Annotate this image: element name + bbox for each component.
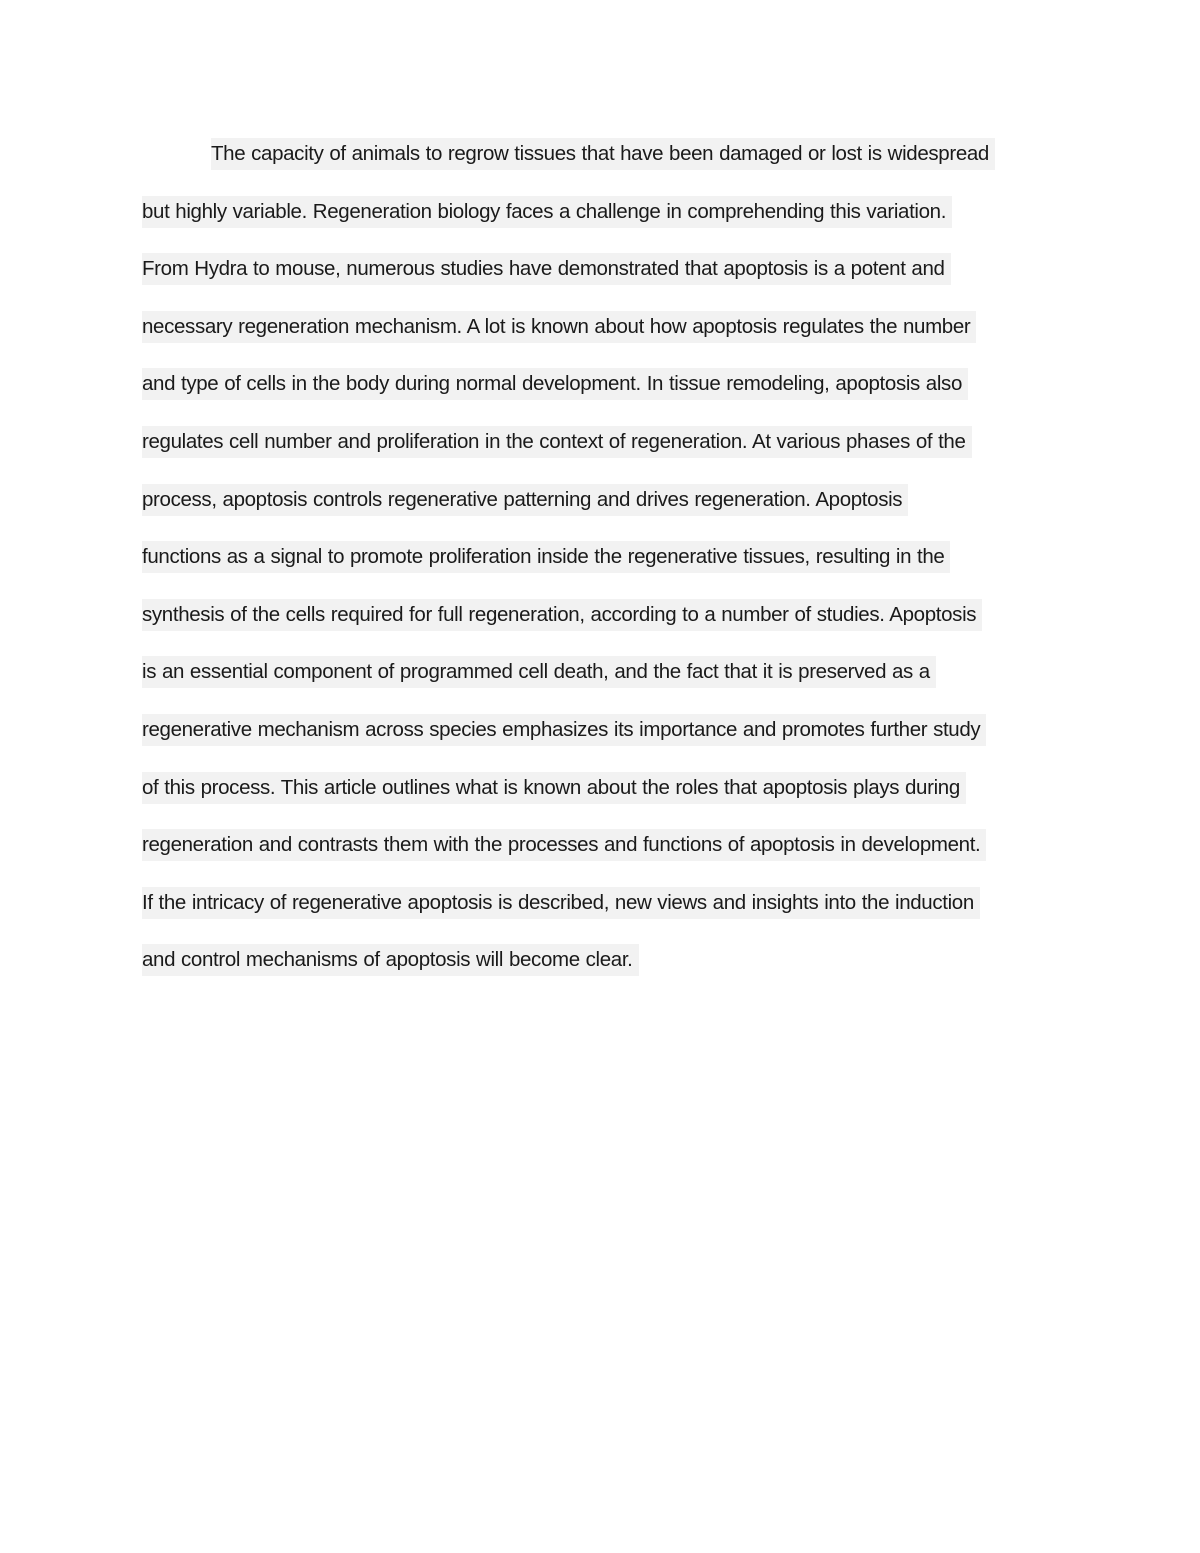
line-text: and type of cells in the body during normal development. In tissue remodeling, apoptosis also	[142, 368, 968, 400]
paragraph-line-12	[142, 772, 1072, 830]
line-text: If the intricacy of regenerative apoptosis is described, new views and insights into the induction	[142, 887, 980, 919]
line-text: is an essential component of programmed cell death, and the fact that it is preserved as a	[142, 656, 936, 688]
paragraph-line-3	[142, 253, 1072, 311]
line-text: regeneration and contrasts them with the processes and functions of apoptosis in development.	[142, 829, 986, 861]
line-text: functions as a signal to promote proliferation inside the regenerative tissues, resulting in the	[142, 541, 950, 573]
paragraph-line-13	[142, 829, 1072, 887]
line-text: necessary regeneration mechanism. A lot is known about how apoptosis regulates the number	[142, 311, 976, 343]
line-text: From Hydra to mouse, numerous studies have demonstrated that apoptosis is a potent and	[142, 253, 951, 285]
paragraph-line-1	[142, 138, 1072, 196]
paragraph-line-15	[142, 944, 1072, 1002]
paragraph-line-5	[142, 368, 1072, 426]
paragraph-line-10	[142, 656, 1072, 714]
paragraph-line-11	[142, 714, 1072, 772]
paragraph-line-9	[142, 599, 1072, 657]
paragraph-line-6	[142, 426, 1072, 484]
line-text: and control mechanisms of apoptosis will become clear.	[142, 944, 639, 976]
line-text: process, apoptosis controls regenerative patterning and drives regeneration. Apoptosis	[142, 484, 908, 516]
line-text: but highly variable. Regeneration biology faces a challenge in comprehending this variation.	[142, 196, 952, 228]
line-text: The capacity of animals to regrow tissues that have been damaged or lost is widespread	[211, 138, 995, 170]
paragraph-line-7	[142, 484, 1072, 542]
line-text: regulates cell number and proliferation in the context of regeneration. At various phases of the	[142, 426, 972, 458]
paragraph-line-2	[142, 196, 1072, 254]
paragraph-line-14	[142, 887, 1072, 945]
paragraph-line-8	[142, 541, 1072, 599]
paragraph-line-4	[142, 311, 1072, 369]
line-text: regenerative mechanism across species emphasizes its importance and promotes further study	[142, 714, 986, 746]
line-text: synthesis of the cells required for full regeneration, according to a number of studies. Apoptosis	[142, 599, 982, 631]
line-text: of this process. This article outlines what is known about the roles that apoptosis plays during	[142, 772, 966, 804]
body-paragraph	[142, 138, 1072, 1002]
